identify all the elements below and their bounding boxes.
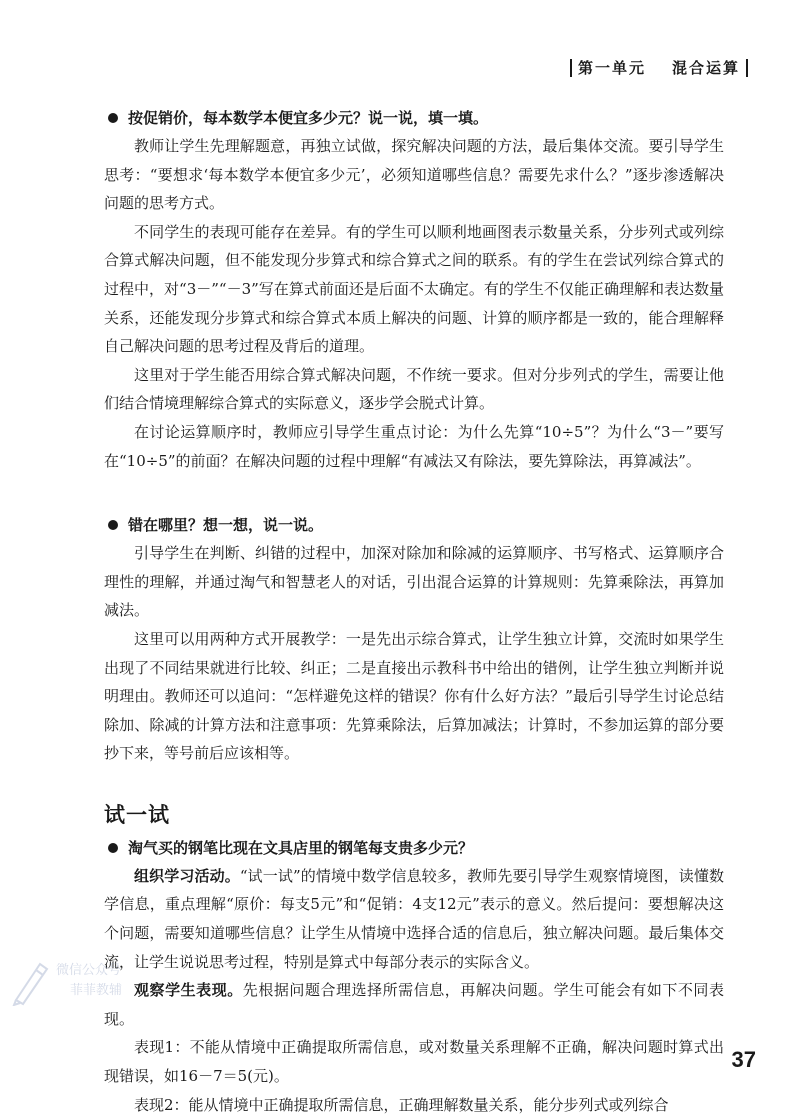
paragraph: 教师让学生先理解题意，再独立试做，探究解决问题的方法，最后集体交流。要引导学生思考：“要想求‘每本数学本便宜多少元’，必须知道哪些信息？需要先求什么？”逐步渗透解决问题的思考方式。 <box>104 137 724 213</box>
section-title <box>104 834 724 862</box>
paragraph: 不同学生的表现可能存在差异。有的学生可以顺利地画图表示数量关系，分步列式或列综合算式解决问题，但不能发现分步算式和综合算式之间的联系。有的学生在尝试列综合算式的过程中，对“3－”“－3”写在算式前面还是后面不太确定。有的学生不仅能正确理解和表达数量关系，还能发现分步算式和综合算式本质上解决的问题、计算的顺序都是一致的，能合理解释自己解决问题的思考过程及背后的道理。 <box>104 222 724 356</box>
section-promotion <box>104 104 724 475</box>
bullet-icon <box>108 113 118 123</box>
paragraph: 这里可以用两种方式开展教学：一是先出示综合算式，让学生独立计算，交流时如果学生出现了不同结果就进行比较、纠正；二是直接出示教科书中给出的错例，让学生独立判断并说明理由。教师还可以追问：“怎样避免这样的错误？你有什么好方法？”最后引导学生讨论总结除加、除减的计算方法和注意事项：先算乘除法，后算加减法；计算时，不参加运算的部分要抄下来，等号前后应该相等。 <box>104 629 724 763</box>
body-text: 先根据问题合理选择所需信息，再解决问题。学生可能会有如下不同表现。 <box>104 981 724 1028</box>
try-heading: 试一试 <box>104 801 170 827</box>
bullet-icon <box>108 843 118 853</box>
page-number: 37 <box>731 1047 756 1072</box>
header-bar-left <box>570 59 572 77</box>
section-title-text: 按促销价，每本数学本便宜多少元？说一说，填一填。 <box>128 109 489 127</box>
header-bar-right <box>746 59 748 77</box>
section-title <box>104 104 724 132</box>
paragraph: 这里对于学生能否用综合算式解决问题，不作统一要求。但对分步列式的学生，需要让他们结合情境理解综合算式的实际意义，逐步学会脱式计算。 <box>104 365 724 413</box>
page-content <box>104 104 724 1119</box>
watermark-line2: 菲菲教辅 <box>70 983 123 998</box>
watermark-line1: 微信公众号 <box>56 963 122 978</box>
paragraph: 表现1：不能从情境中正确提取所需信息，或对数量关系理解不正确，解决问题时算式出现错误，如16－7＝5(元)。 <box>104 1038 724 1086</box>
section-error-check <box>104 511 724 768</box>
header-unit: 第一单元 <box>577 59 646 77</box>
paragraph <box>104 862 724 976</box>
header-topic: 混合运算 <box>671 59 740 77</box>
running-header <box>570 57 748 78</box>
lead-text: 组织学习活动。 <box>134 866 240 885</box>
lead-text: 观察学生表现。 <box>134 981 243 1000</box>
section-try <box>104 798 724 1119</box>
body-text: “试一试”的情境中数学信息较多，教师先要引导学生观察情境图，读懂数学信息，重点理解“原价：每支5元”和“促销：4支12元”表示的意义。然后提问：要想解决这个问题，需要知道哪些信息？让学生从情境中选择合适的信息后，独立解决问题。最后集体交流，让学生说说思考过程，特别是算式中每部分表示的实际含义。 <box>104 866 724 971</box>
watermark <box>10 948 160 1014</box>
pen-icon <box>10 956 52 1006</box>
section-title-text: 淘气买的钢笔比现在文具店里的钢笔每支贵多少元？ <box>128 838 474 857</box>
bullet-icon <box>108 520 118 530</box>
paragraph <box>104 976 724 1033</box>
paragraph: 表现2：能从情境中正确提取所需信息，正确理解数量关系，能分步列式或列综合 <box>134 1095 669 1114</box>
paragraph: 引导学生在判断、纠错的过程中，加深对除加和除减的运算顺序、书写格式、运算顺序合理性的理解，并通过淘气和智慧老人的对话，引出混合运算的计算规则：先算乘除法，再算加减法。 <box>104 544 724 620</box>
section-title-text: 错在哪里？想一想，说一说。 <box>128 516 324 535</box>
paragraph: 在讨论运算顺序时，教师应引导学生重点讨论：为什么先算“10÷5”？为什么“3－”要写在“10÷5”的前面？在解决问题的过程中理解“有减法又有除法，要先算除法，再算减法”。 <box>104 422 724 470</box>
section-title <box>104 511 724 539</box>
